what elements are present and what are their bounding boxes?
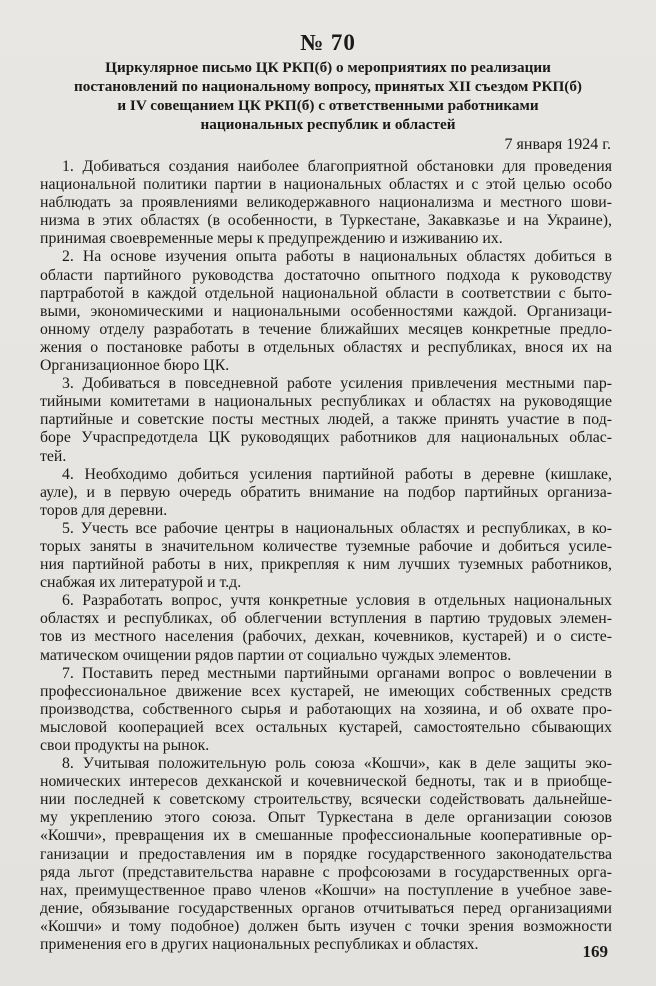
title-line: и IV совещанием ЦК РКП(б) с ответственными работниками (117, 97, 539, 114)
text-line: партработой в каждой отдельной национальной области в соответствии с быто- (40, 284, 612, 302)
text-line: 5. Учесть все рабочие центры в национальных областях и республиках, в ко- (62, 519, 612, 537)
text-line: ряда льгот (представительства наравне с профсоюзами в государственных орга- (40, 863, 612, 881)
document-title (52, 58, 604, 134)
text-line: национальной политики партии в национальных областях и с этой целью особо (40, 176, 612, 194)
paragraph-6 (40, 592, 612, 664)
text-line: боре Учраспредотдела ЦК руководящих работников для национальных облас- (40, 429, 612, 447)
text-line: тийными комитетами в национальных республиках и областях на руководящие (40, 393, 612, 411)
page-number: 169 (582, 942, 608, 961)
document-body (40, 158, 612, 954)
text-line: 7. Поставить перед местными партийными органами вопрос о вовлечении в (62, 664, 612, 682)
paragraph-7 (40, 665, 612, 755)
text-line: 4. Необходимо добиться усиления партийной работы в деревне (кишлаке, (62, 465, 612, 483)
text-line: 6. Разработать вопрос, учтя конкретные условия в отдельных национальных (62, 592, 612, 610)
text-line: жения о постановке работы в отдельных областях и республиках, внося их на (40, 338, 612, 356)
paragraph-8 (40, 755, 612, 954)
text-line: «Кошчи» и тому подобное) должен быть изучен с точки зрения возможности (40, 917, 612, 935)
text-line: производства, собственного сырья и работающих на хозяина, и об охвате про- (40, 700, 612, 718)
text-line: номических интересов дехканской и кочевнической бедноты, так и в приобще- (40, 773, 612, 791)
document-number: № 70 (300, 30, 356, 55)
text-line: 1. Добиваться создания наиболее благоприятной обстановки для проведения (62, 158, 612, 175)
text-line: торых заняты в значительном количестве туземные рабочие и добиться усиле- (40, 537, 612, 555)
text-line: дение, обязывание государственных органов отчитываться перед организациями (40, 899, 612, 917)
text-line: тов из местного населения (рабочих, дехкан, кочевников, кустарей) и о систе- (40, 628, 612, 646)
paragraph-3 (40, 375, 612, 465)
text-line: 3. Добиваться в повседневной работе усиления привлечения местными пар- (62, 375, 612, 393)
text-line: ауле), и в первую очередь обратить внимание на подбор партийных организа- (40, 483, 612, 501)
text-line: области партийного руководства достаточно опытного подхода к руководству (40, 266, 612, 284)
text-line: свои продукты на рынок. (40, 737, 210, 754)
text-line: «Кошчи», превращения их в смешанные профессиональные кооперативные ор- (40, 827, 612, 845)
text-line: матическом очищении рядов партии от социально чуждых элементов. (40, 646, 512, 664)
paragraph-2 (40, 248, 612, 375)
text-line: Организационное бюро ЦК. (40, 357, 230, 375)
title-line: национальных республик и областей (200, 116, 456, 133)
document-date: 7 января 1924 г. (504, 136, 611, 153)
paragraph-5 (40, 520, 612, 592)
text-line: снабжая их литературой и т.д. (40, 574, 242, 592)
paragraph-4 (40, 466, 612, 520)
text-line: онному отделу разработать в течение ближайших месяцев конкретные предло- (40, 320, 612, 338)
text-line: наблюдать за проявлениями великодержавного национализма и местного шови- (40, 194, 612, 212)
text-line: му укреплению этого союза. Опыт Туркестана в деле организации союзов (40, 809, 612, 827)
text-line: областях и республиках, об облегчении вступления в партию трудовых элемен- (40, 610, 612, 628)
text-line: низма в этих областях (в особенности, в Туркестане, Закавказье и на Украине), (40, 212, 612, 230)
paragraph-1 (40, 158, 612, 248)
text-line: нии последней к советскому строительству, всячески содействовать дальнейше- (40, 791, 612, 809)
text-line: нах, преимущественное право членов «Кошчи» на поступление в учебное заве- (40, 881, 612, 899)
text-line: мысловой кооперацией всех остальных кустарей, самостоятельно сбывающих (40, 718, 612, 736)
text-line: ганизации и предоставления им в порядке государственного законодательства (40, 845, 612, 863)
text-line: ния партийной работы в них, прикрепляя к ним лучших туземных работников, (40, 556, 612, 574)
text-line: принимая своевременные меры к предупреждению и изживанию их. (40, 230, 503, 248)
text-line: выми, экономическими и национальными особенностями каждой. Организаци- (40, 302, 612, 320)
text-line: профессиональное движение всех кустарей, не имеющих собственных средств (40, 682, 612, 700)
text-line: партийные и советские посты местных людей, а также принять участие в под- (40, 411, 612, 429)
text-line: применения его в других национальных республиках и областях. (40, 936, 479, 954)
text-line: торов для деревни. (40, 501, 168, 519)
text-line: 8. Учитывая положительную роль союза «Кошчи», как в деле защиты эко- (62, 755, 612, 773)
title-line: Циркулярное письмо ЦК РКП(б) о мероприятиях по реализации (105, 59, 551, 76)
title-line: постановлений по национальному вопросу, принятых XII съездом РКП(б) (73, 78, 582, 95)
text-line: тей. (40, 447, 67, 465)
text-line: 2. На основе изучения опыта работы в национальных областях добиться в (62, 248, 612, 266)
